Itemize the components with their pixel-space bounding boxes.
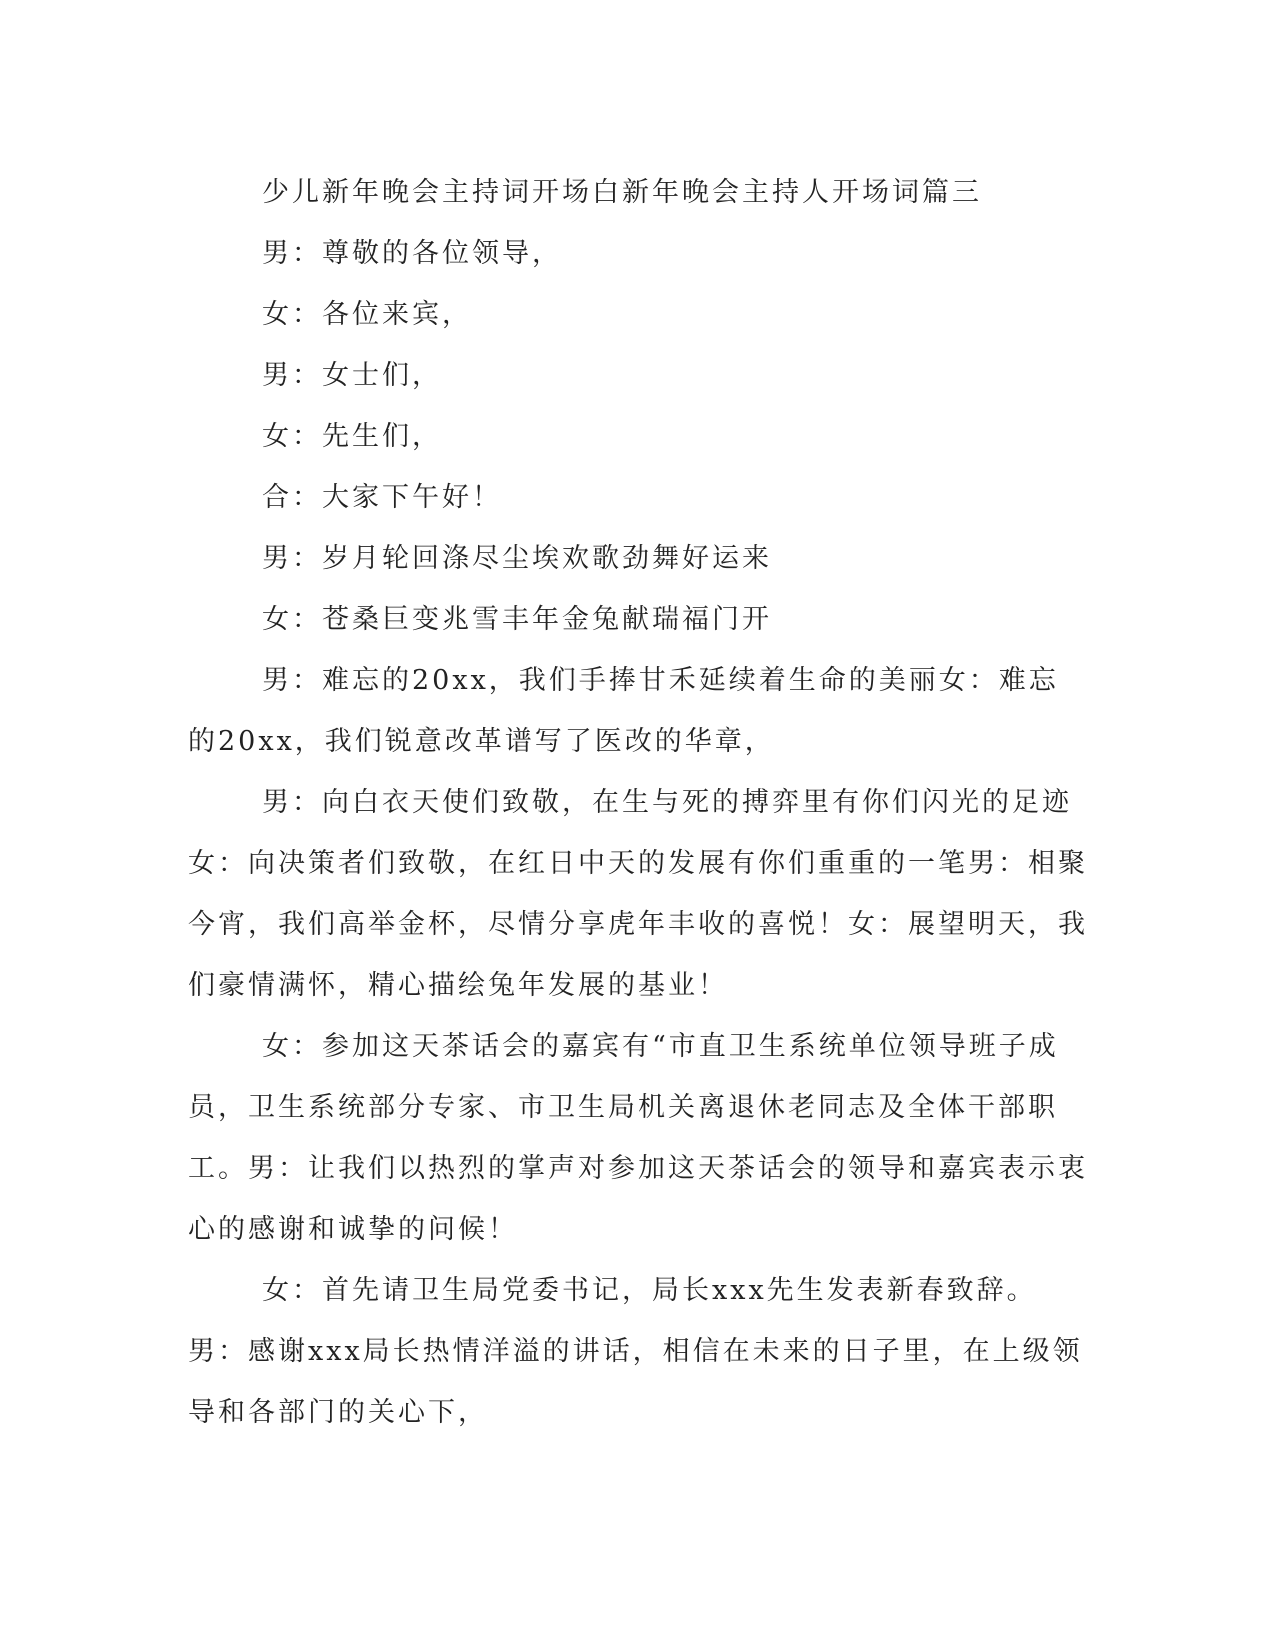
paragraph: 男：尊敬的各位领导， bbox=[262, 238, 562, 269]
paragraph: 男：岁月轮回涤尽尘埃欢歌劲舞好运来 bbox=[262, 543, 772, 574]
paragraph: 女：先生们， bbox=[262, 421, 442, 452]
paragraph: 女：各位来宾， bbox=[262, 299, 472, 330]
paragraph: 男：向白衣天使们致敬，在生与死的搏弈里有你们闪光的足迹女：向决策者们致敬，在红日中天的发展有你们重重的一笔男：相聚今宵，我们高举金杯，尽情分享虎年丰收的喜悦！女：展望明天，我们豪情满怀，精心描绘兔年发展的基业！ bbox=[188, 787, 1088, 1001]
paragraph: 女：参加这天茶话会的嘉宾有“市直卫生系统单位领导班子成员，卫生系统部分专家、市卫生局机关离退休老同志及全体干部职工。男：让我们以热烈的掌声对参加这天茶话会的领导和嘉宾表示衷心的感谢和诚挚的问候！ bbox=[188, 1031, 1088, 1245]
document-title: 少儿新年晚会主持词开场白新年晚会主持人开场词篇三 bbox=[262, 177, 982, 208]
paragraph: 男：难忘的20xx，我们手捧甘禾延续着生命的美丽女：难忘的20xx，我们锐意改革谱写了医改的华章， bbox=[188, 665, 1059, 757]
paragraph: 合：大家下午好！ bbox=[262, 482, 502, 513]
paragraph: 女：苍桑巨变兆雪丰年金兔献瑞福门开 bbox=[262, 604, 772, 635]
paragraph: 女：首先请卫生局党委书记，局长xxx先生发表新春致辞。男：感谢xxx局长热情洋溢的讲话，相信在未来的日子里，在上级领导和各部门的关心下， bbox=[188, 1275, 1083, 1428]
paragraph: 男：女士们， bbox=[262, 360, 442, 391]
document-body bbox=[188, 162, 1088, 1443]
